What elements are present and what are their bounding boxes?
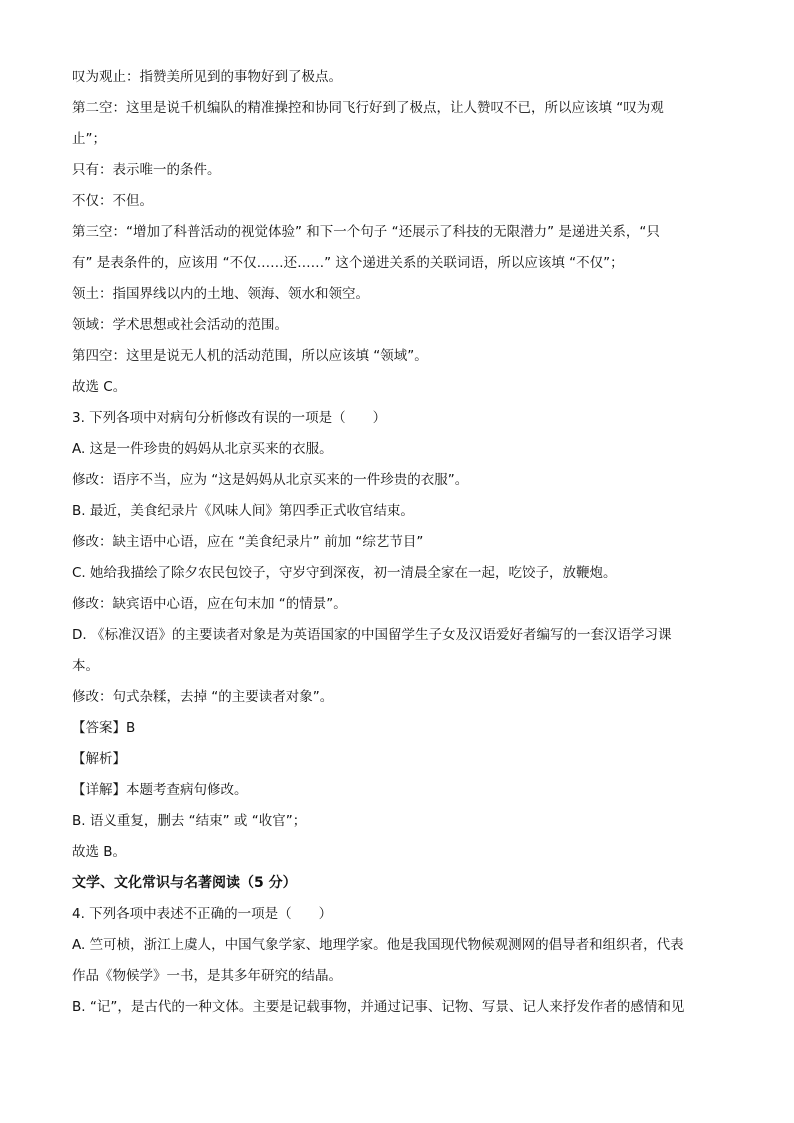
text-line: 领域：学术思想或社会活动的范围。 <box>72 317 288 333</box>
text-line: 故选 B。 <box>72 844 127 860</box>
text-line: B. 语义重复，删去 “结束” 或 “收官”； <box>72 813 307 829</box>
text-line: 有” 是表条件的，应该用 “不仅……还……” 这个递进关系的关联词语，所以应该填 “不仅”； <box>72 255 624 271</box>
text-line: 修改：缺主语中心语，应在 “美食纪录片” 前加 “综艺节目” <box>72 534 424 550</box>
question-title: 4. 下列各项中表述不正确的一项是（ ） <box>72 906 333 922</box>
text-line: 第三空：“增加了科普活动的视觉体验” 和下一个句子 “还展示了科技的无限潜力” 是递进关系，“只 <box>72 224 660 240</box>
text-line: 第二空：这里是说千机编队的精准操控和协同飞行好到了极点，让人赞叹不已，所以应该填 “叹为观 <box>72 100 664 116</box>
option-line: A. 这是一件珍贵的妈妈从北京买来的衣服。 <box>72 441 333 457</box>
text-line: 叹为观止：指赞美所见到的事物好到了极点。 <box>72 69 342 85</box>
text-line: 领土：指国界线以内的土地、领海、领水和领空。 <box>72 286 369 302</box>
text-line: 修改：缺宾语中心语，应在句末加 “的情景”。 <box>72 596 347 612</box>
text-line: 只有：表示唯一的条件。 <box>72 162 221 178</box>
answer-label: 【答案】B <box>72 720 136 736</box>
text-line: 故选 C。 <box>72 379 127 395</box>
question-title: 3. 下列各项中对病句分析修改有误的一项是（ ） <box>72 410 387 426</box>
text-line: 作品《物候学》一书，是其多年研究的结晶。 <box>72 968 342 984</box>
document-page <box>72 62 722 1023</box>
text-line: 止”； <box>72 131 106 147</box>
text-line: 修改：句式杂糅，去掉 “的主要读者对象”。 <box>72 689 334 705</box>
option-line: D. 《标准汉语》的主要读者对象是为英语国家的中国留学生子女及汉语爱好者编写的一套汉语学习课 <box>72 627 672 643</box>
analysis-label: 【解析】 <box>72 751 126 767</box>
text-line: 修改：语序不当，应为 “这是妈妈从北京买来的一件珍贵的衣服”。 <box>72 472 469 488</box>
text-line: 【详解】本题考查病句修改。 <box>72 782 248 798</box>
option-line: A. 竺可桢，浙江上虞人，中国气象学家、地理学家。他是我国现代物候观测网的倡导者和组织者，代表 <box>72 937 684 953</box>
section-heading: 文学、文化常识与名著阅读（5 分） <box>72 875 297 891</box>
text-line: 不仅：不但。 <box>72 193 153 209</box>
option-line: B. 最近，美食纪录片《风味人间》第四季正式收官结束。 <box>72 503 414 519</box>
text-line: 本。 <box>72 658 99 674</box>
option-line: C. 她给我描绘了除夕农民包饺子，守岁守到深夜，初一清晨全家在一起，吃饺子，放鞭炮。 <box>72 565 617 581</box>
text-line: 第四空：这里是说无人机的活动范围，所以应该填 “领域”。 <box>72 348 428 364</box>
option-line: B. “记”，是古代的一种文体。主要是记载事物，并通过记事、记物、写景、记人来抒发作者的感情和见 <box>72 999 685 1015</box>
